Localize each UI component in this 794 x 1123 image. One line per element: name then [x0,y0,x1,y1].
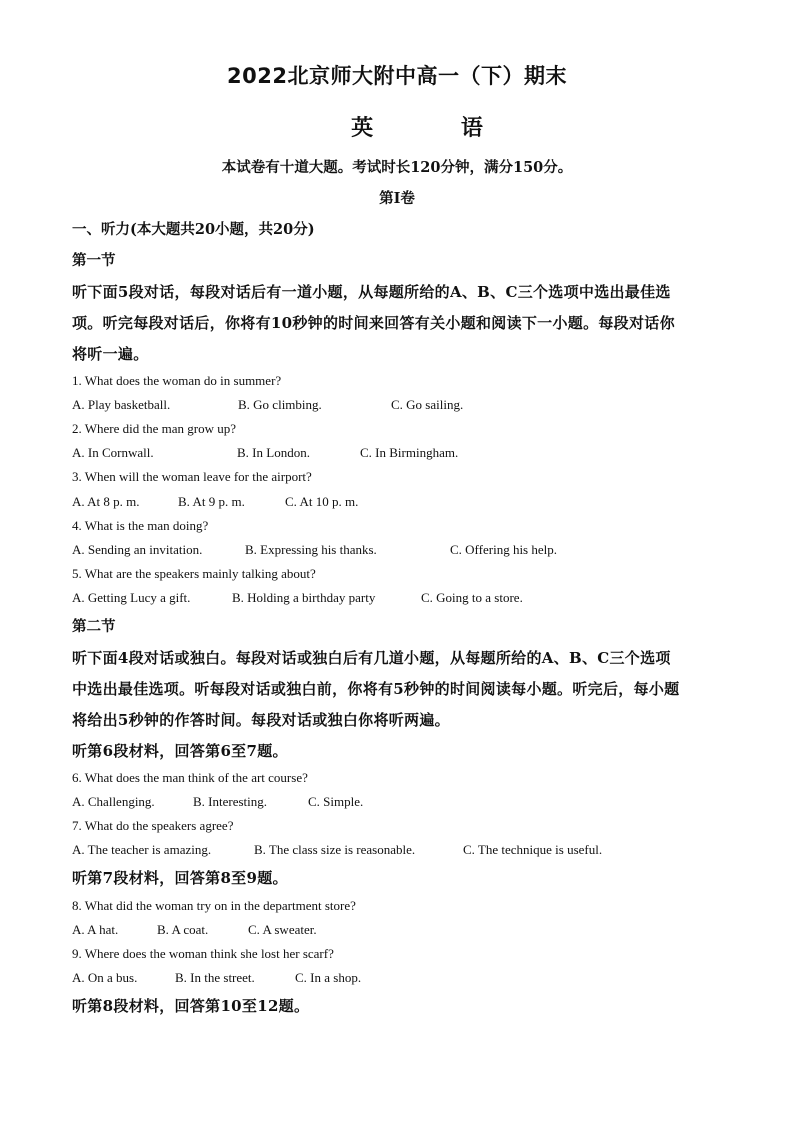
question-9: 9. Where does the woman think she lost her scarf? [72,946,334,961]
part1-instruction-line: 项。听完每段对话后，你将有10秒钟的时间来回答有关小题和阅读下一小题。每段对话你 [72,314,675,332]
option-b: B. Holding a birthday party [232,590,376,605]
option-c: C. A sweater. [248,922,317,937]
option-b: B. Interesting. [193,794,268,809]
options-6 [72,794,363,810]
section-heading: 一、听力(本大题共20小题，共20分) [72,221,315,238]
option-c: C. Offering his help. [450,542,557,557]
options-9 [72,970,361,986]
material-8-heading: 听第8段材料，回答第10至12题。 [72,997,310,1015]
option-a: A. In Cornwall. [72,445,154,460]
exam-note: 本试卷有十道大题。考试时长120分钟，满分150分。 [221,159,573,176]
options-2 [72,445,458,461]
volume-label: 第I卷 [379,190,415,207]
exam-title: 2022北京师大附中高一（下）期末 [227,64,567,88]
part2-instruction-line: 中选出最佳选项。听每段对话或独白前，你将有5秒钟的时间阅读每小题。听完后，每小题 [72,680,680,698]
question-2: 2. Where did the man grow up? [72,421,237,436]
option-c: C. Simple. [308,794,364,809]
question-8: 8. What did the woman try on in the department store? [72,898,356,913]
option-a: A. The teacher is amazing. [72,842,212,857]
option-c: C. In a shop. [295,970,362,985]
option-c: C. The technique is useful. [463,842,603,857]
option-c: C. In Birmingham. [360,445,459,460]
option-b: B. Go climbing. [238,397,322,412]
option-a: A. A hat. [72,922,119,937]
options-1 [72,397,463,413]
part2-label: 第二节 [72,618,116,635]
subject-title: 英 语 [351,116,523,141]
option-a: A. Getting Lucy a gift. [72,590,191,605]
option-b: B. At 9 p. m. [178,494,245,509]
question-5: 5. What are the speakers mainly talking about? [72,566,316,581]
material-6-heading: 听第6段材料，回答第6至7题。 [72,742,288,760]
question-7: 7. What do the speakers agree? [72,818,234,833]
part1-instruction-line: 将听一遍。 [72,345,149,363]
option-b: B. The class size is reasonable. [254,842,416,857]
option-b: B. A coat. [157,922,209,937]
question-1: 1. What does the woman do in summer? [72,373,282,388]
option-b: B. In the street. [175,970,255,985]
part1-label: 第一节 [72,252,116,269]
options-4 [72,542,557,558]
option-a: A. Challenging. [72,794,155,809]
question-4: 4. What is the man doing? [72,518,209,533]
options-7 [72,842,602,858]
options-5 [72,590,523,606]
option-b: B. In London. [237,445,310,460]
question-6: 6. What does the man think of the art course? [72,770,308,785]
option-c: C. Go sailing. [391,397,464,412]
option-c: C. At 10 p. m. [285,494,359,509]
options-3 [72,494,358,510]
option-b: B. Expressing his thanks. [245,542,377,557]
option-c: C. Going to a store. [421,590,523,605]
option-a: A. Play basketball. [72,397,171,412]
part2-instruction-line: 听下面4段对话或独白。每段对话或独白后有几道小题，从每题所给的A、B、C三个选项 [72,649,671,667]
options-8 [72,922,317,938]
option-a: A. On a bus. [72,970,138,985]
option-a: A. At 8 p. m. [72,494,140,509]
option-a: A. Sending an invitation. [72,542,203,557]
part2-instruction-line: 将给出5秒钟的作答时间。每段对话或独白你将听两遍。 [72,711,450,729]
material-7-heading: 听第7段材料，回答第8至9题。 [72,869,288,887]
question-3: 3. When will the woman leave for the airport? [72,469,312,484]
part1-instruction-line: 听下面5段对话，每段对话后有一道小题，从每题所给的A、B、C三个选项中选出最佳选 [72,283,671,301]
